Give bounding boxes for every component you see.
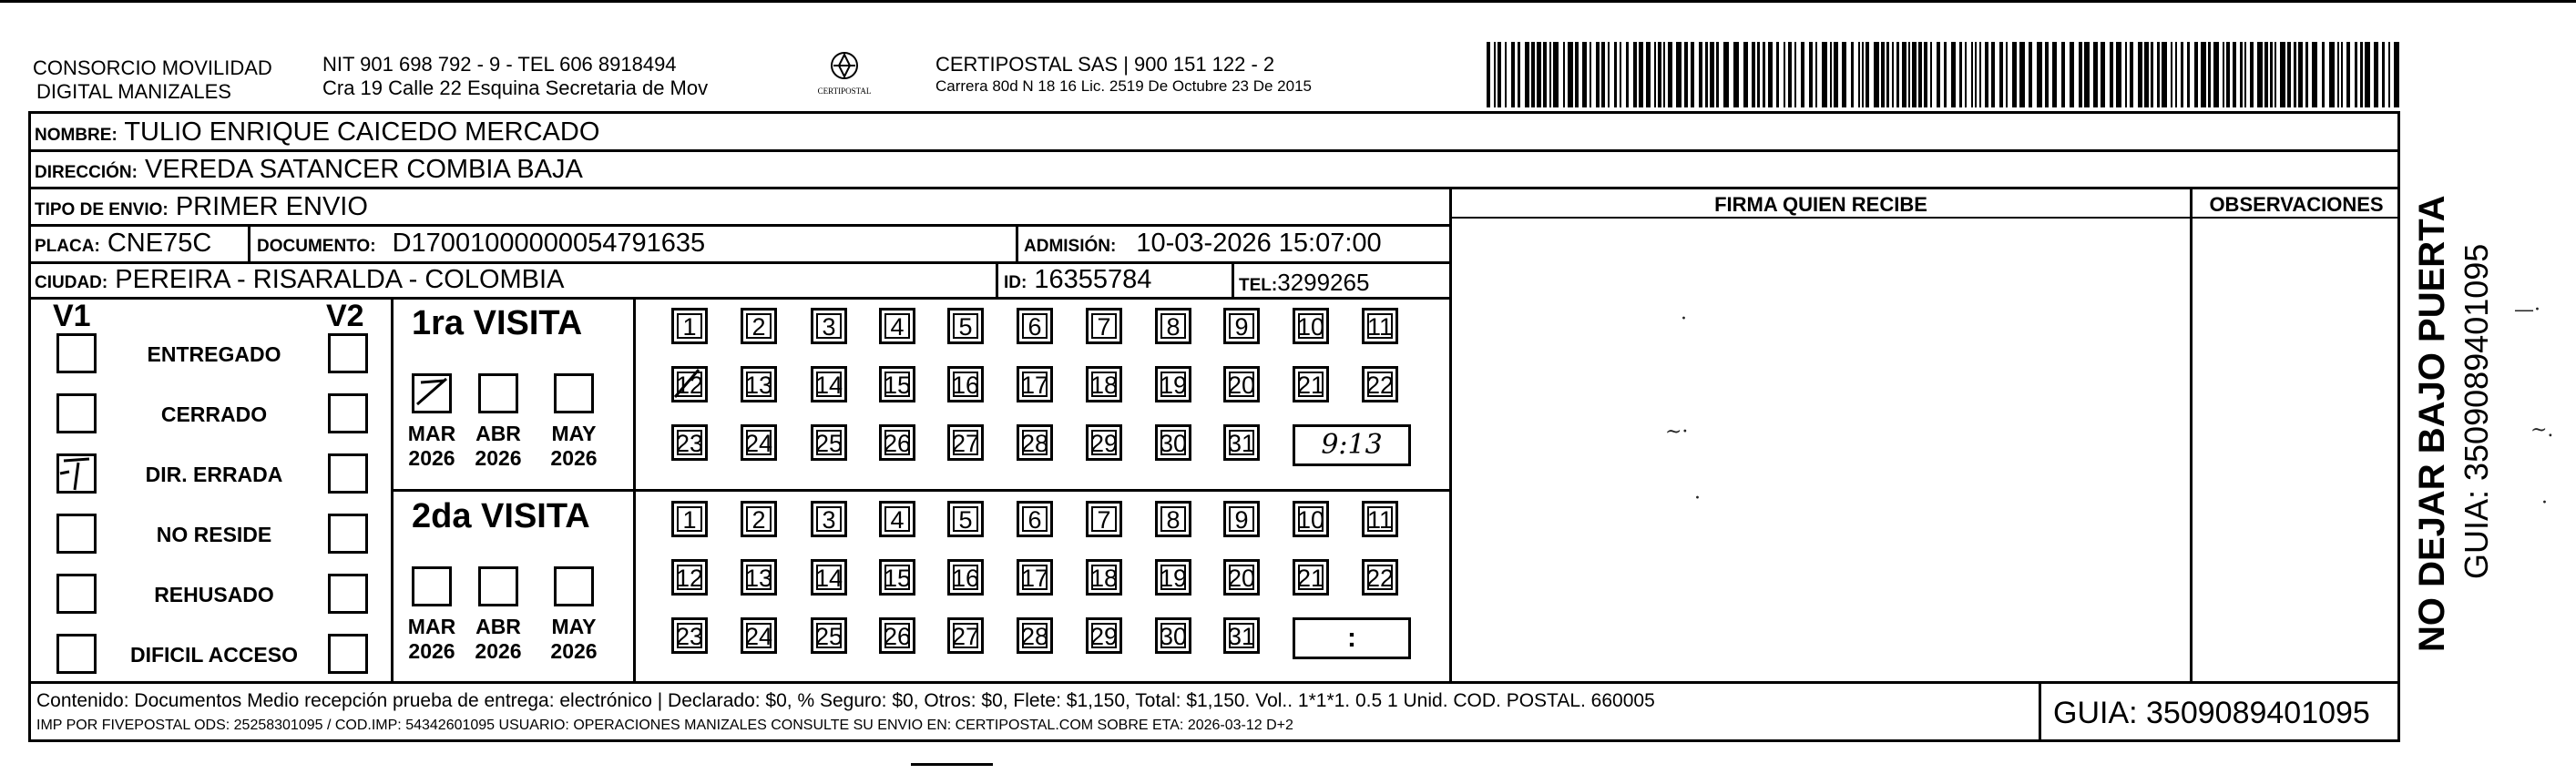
observaciones-header: OBSERVACIONES — [2209, 193, 2384, 216]
month-checkbox[interactable] — [554, 373, 594, 413]
day-box[interactable]: 17 — [1017, 559, 1053, 596]
scan-mark: —· — [2514, 299, 2540, 321]
v2-checkbox[interactable] — [328, 634, 368, 674]
company-name-line-1: CONSORCIO MOVILIDAD — [33, 56, 272, 79]
status-label: ENTREGADO — [147, 342, 281, 366]
day-box[interactable]: 29 — [1086, 617, 1122, 654]
tel-label: TEL: — [1239, 276, 1278, 295]
day-box[interactable]: 29 — [1086, 424, 1122, 461]
ciudad-value: PEREIRA - RISARALDA - COLOMBIA — [115, 265, 565, 294]
day-box[interactable]: 16 — [947, 559, 984, 596]
day-box[interactable]: 12 — [671, 366, 708, 402]
day-box[interactable]: 1 — [671, 501, 708, 537]
v2-checkbox[interactable] — [328, 453, 368, 494]
day-box[interactable]: 19 — [1155, 559, 1191, 596]
month-checkbox[interactable] — [554, 566, 594, 606]
address-line: Cra 19 Calle 22 Esquina Secretaria de Mov — [322, 76, 709, 99]
direccion-label: DIRECCIÓN: — [35, 163, 138, 182]
day-box[interactable]: 2 — [741, 308, 777, 344]
nombre-row — [35, 117, 599, 151]
month-checkbox[interactable] — [478, 373, 518, 413]
rule — [1232, 261, 1234, 297]
month-label: MAY — [551, 615, 597, 638]
rule — [1449, 187, 1452, 681]
direccion-value: VEREDA SATANCER COMBIA BAJA — [145, 155, 583, 184]
day-box[interactable]: 26 — [879, 617, 915, 654]
courier-info — [935, 53, 1312, 97]
nombre-label: NOMBRE: — [35, 126, 118, 145]
day-box[interactable]: 9 — [1223, 308, 1260, 344]
rule — [391, 297, 394, 681]
courier-address: Carrera 80d N 18 16 Lic. 2519 De Octubre 23 De 2015 — [935, 77, 1312, 95]
day-box[interactable]: 12 — [671, 559, 708, 596]
status-label: CERRADO — [160, 402, 268, 426]
day-box[interactable]: 11 — [1362, 308, 1398, 344]
rule — [2190, 187, 2193, 681]
v1-checkbox[interactable] — [56, 333, 97, 373]
day-box[interactable]: 4 — [879, 501, 915, 537]
id-value: 16355784 — [1034, 265, 1152, 294]
rule — [391, 489, 1449, 492]
year-label: 2026 — [475, 639, 522, 663]
v2-checkbox[interactable] — [328, 514, 368, 554]
month-label: ABR — [475, 615, 521, 638]
day-box[interactable]: 15 — [879, 559, 915, 596]
day-box[interactable]: 22 — [1362, 366, 1398, 402]
side-guia: GUIA: 3509089401095 — [2458, 243, 2495, 579]
tipo-envio-row — [35, 191, 368, 226]
year-label: 2026 — [408, 639, 455, 663]
day-box[interactable]: 31 — [1223, 424, 1260, 461]
year-label: 2026 — [408, 446, 455, 470]
tel-value: 3299265 — [1277, 269, 1370, 296]
logo-emblem-icon — [826, 49, 863, 82]
tipo-envio-label: TIPO DE ENVIO: — [35, 200, 169, 219]
documento-label: DOCUMENTO: — [257, 237, 376, 256]
year-label: 2026 — [550, 639, 598, 663]
visit-title: 1ra VISITA — [412, 304, 583, 342]
rule — [28, 681, 2400, 684]
day-box[interactable]: 30 — [1155, 617, 1191, 654]
visit-title: 2da VISITA — [412, 497, 590, 535]
v1-checkbox[interactable] — [56, 634, 97, 674]
day-box[interactable]: 4 — [879, 308, 915, 344]
day-box[interactable]: 7 — [1086, 501, 1122, 537]
day-box[interactable]: 11 — [1362, 501, 1398, 537]
day-box[interactable]: 16 — [947, 366, 984, 402]
check-mark-icon — [671, 366, 708, 402]
documento-value: D17001000000054791635 — [392, 229, 706, 258]
scan-mark: · — [2541, 492, 2548, 514]
day-box[interactable]: 25 — [811, 617, 847, 654]
ciudad-field — [35, 264, 564, 299]
day-box[interactable]: 23 — [671, 424, 708, 461]
day-box[interactable]: 27 — [947, 617, 984, 654]
month-checkbox[interactable] — [412, 566, 452, 606]
cut-edge — [0, 0, 2576, 9]
v2-checkbox[interactable] — [328, 333, 368, 373]
no-dejar-bajo-puerta: NO DEJAR BAJO PUERTA — [2412, 195, 2452, 652]
status-label: NO RESIDE — [156, 523, 272, 546]
day-box[interactable]: 19 — [1155, 366, 1191, 402]
rule — [1449, 217, 2400, 219]
scan-mark: · — [1694, 487, 1701, 510]
scan-mark: ~. — [2530, 419, 2554, 442]
documento-field — [257, 228, 705, 262]
id-field — [1004, 264, 1151, 299]
logo-text: CERTIPOSTAL — [817, 87, 872, 96]
scan-mark: · — [1681, 308, 1687, 331]
month-label: MAR — [407, 422, 456, 445]
imp-line: IMP POR FIVEPOSTAL ODS: 25258301095 / COD.IMP: 54342601095 USUARIO: OPERACIONES MANIZALES CONSULTE SU ENVIO EN: CERTIPOSTAL.COM SOBRE ETA: 2026-03-12 D+2 — [36, 718, 1293, 733]
v1-checkbox[interactable] — [56, 514, 97, 554]
visit-time-field[interactable]: : — [1293, 617, 1411, 659]
month-checkbox[interactable] — [412, 373, 452, 413]
bottom-cut-edge — [911, 763, 993, 766]
day-box[interactable]: 20 — [1223, 366, 1260, 402]
status-label: DIR. ERRADA — [145, 463, 283, 486]
day-box[interactable]: 30 — [1155, 424, 1191, 461]
day-box[interactable]: 15 — [879, 366, 915, 402]
day-box[interactable]: 31 — [1223, 617, 1260, 654]
day-box[interactable]: 26 — [879, 424, 915, 461]
day-box[interactable]: 23 — [671, 617, 708, 654]
company-name — [33, 56, 272, 104]
ciudad-label: CIUDAD: — [35, 273, 108, 292]
v1-header: V1 — [53, 299, 91, 333]
firma-header: FIRMA QUIEN RECIBE — [1714, 193, 1927, 216]
v2-checkbox[interactable] — [328, 574, 368, 614]
day-box[interactable]: 6 — [1017, 501, 1053, 537]
day-box[interactable]: 27 — [947, 424, 984, 461]
day-box[interactable]: 21 — [1293, 559, 1329, 596]
day-box[interactable]: 28 — [1017, 617, 1053, 654]
certipostal-logo — [813, 49, 876, 104]
v2-checkbox[interactable] — [328, 393, 368, 433]
day-box[interactable]: 20 — [1223, 559, 1260, 596]
placa-field — [35, 228, 211, 262]
day-box[interactable]: 28 — [1017, 424, 1053, 461]
admision-field — [1024, 228, 1382, 262]
day-box[interactable]: 8 — [1155, 308, 1191, 344]
day-box[interactable]: 21 — [1293, 366, 1329, 402]
day-box[interactable]: 24 — [741, 617, 777, 654]
company-name-line-2: DIGITAL MANIZALES — [36, 80, 231, 103]
day-box[interactable]: 5 — [947, 308, 984, 344]
v1-checkbox[interactable] — [56, 393, 97, 433]
day-box[interactable]: 13 — [741, 559, 777, 596]
day-box[interactable]: 25 — [811, 424, 847, 461]
month-label: ABR — [475, 422, 521, 445]
day-box[interactable]: 18 — [1086, 366, 1122, 402]
nit-line: NIT 901 698 792 - 9 - TEL 606 8918494 — [322, 53, 677, 76]
day-box[interactable]: 22 — [1362, 559, 1398, 596]
day-box[interactable]: 6 — [1017, 308, 1053, 344]
rule — [2039, 681, 2041, 742]
nombre-value: TULIO ENRIQUE CAICEDO MERCADO — [124, 117, 600, 147]
day-box[interactable]: 13 — [741, 366, 777, 402]
v1-checkbox[interactable] — [56, 453, 97, 494]
year-label: 2026 — [475, 446, 522, 470]
company-info — [322, 53, 708, 100]
rule — [633, 297, 636, 681]
day-box[interactable]: 5 — [947, 501, 984, 537]
month-checkbox[interactable] — [478, 566, 518, 606]
day-box[interactable]: 7 — [1086, 308, 1122, 344]
day-box[interactable]: 9 — [1223, 501, 1260, 537]
day-box[interactable]: 14 — [811, 559, 847, 596]
courier-line: CERTIPOSTAL SAS | 900 151 122 - 2 — [935, 53, 1275, 76]
scan-mark: ~· — [1665, 421, 1689, 443]
admision-value: 10-03-2026 15:07:00 — [1136, 229, 1382, 258]
footer-guia: GUIA: 3509089401095 — [2053, 696, 2370, 730]
day-box[interactable]: 18 — [1086, 559, 1122, 596]
day-box[interactable]: 10 — [1293, 501, 1329, 537]
year-label: 2026 — [550, 446, 598, 470]
rule — [248, 224, 250, 261]
status-label: DIFICIL ACCESO — [129, 643, 298, 667]
tel-field — [1239, 267, 1369, 301]
v1-checkbox[interactable] — [56, 574, 97, 614]
contenido-line: Contenido: Documentos Medio recepción prueba de entrega: electrónico | Declarado: $0, % Seguro: $0, Otros: $0, Flete: $1,150, Total: $1,150. Vol.. 1*1*1. 0.5 1 Unid. COD. POSTAL. 660005 — [36, 690, 1655, 711]
admision-label: ADMISIÓN: — [1024, 237, 1117, 256]
day-box[interactable]: 2 — [741, 501, 777, 537]
day-box[interactable]: 1 — [671, 308, 708, 344]
day-box[interactable]: 14 — [811, 366, 847, 402]
day-box[interactable]: 3 — [811, 308, 847, 344]
rule — [1016, 224, 1018, 261]
tipo-envio-value: PRIMER ENVIO — [175, 192, 368, 221]
day-box[interactable]: 17 — [1017, 366, 1053, 402]
placa-value: CNE75C — [107, 229, 212, 258]
month-label: MAR — [407, 615, 456, 638]
day-box[interactable]: 3 — [811, 501, 847, 537]
day-box[interactable]: 8 — [1155, 501, 1191, 537]
day-box[interactable]: 24 — [741, 424, 777, 461]
placa-label: PLACA: — [35, 237, 100, 256]
status-label: REHUSADO — [154, 583, 274, 606]
day-box[interactable]: 10 — [1293, 308, 1329, 344]
direccion-row — [35, 154, 583, 188]
rule — [996, 261, 998, 297]
check-mark-icon — [412, 373, 452, 413]
v2-header: V2 — [326, 299, 364, 333]
id-label: ID: — [1004, 273, 1027, 292]
barcode — [1487, 42, 2405, 107]
check-mark-icon — [56, 453, 97, 494]
month-label: MAY — [551, 422, 597, 445]
visit-time-field[interactable]: 9:13 — [1293, 424, 1411, 466]
